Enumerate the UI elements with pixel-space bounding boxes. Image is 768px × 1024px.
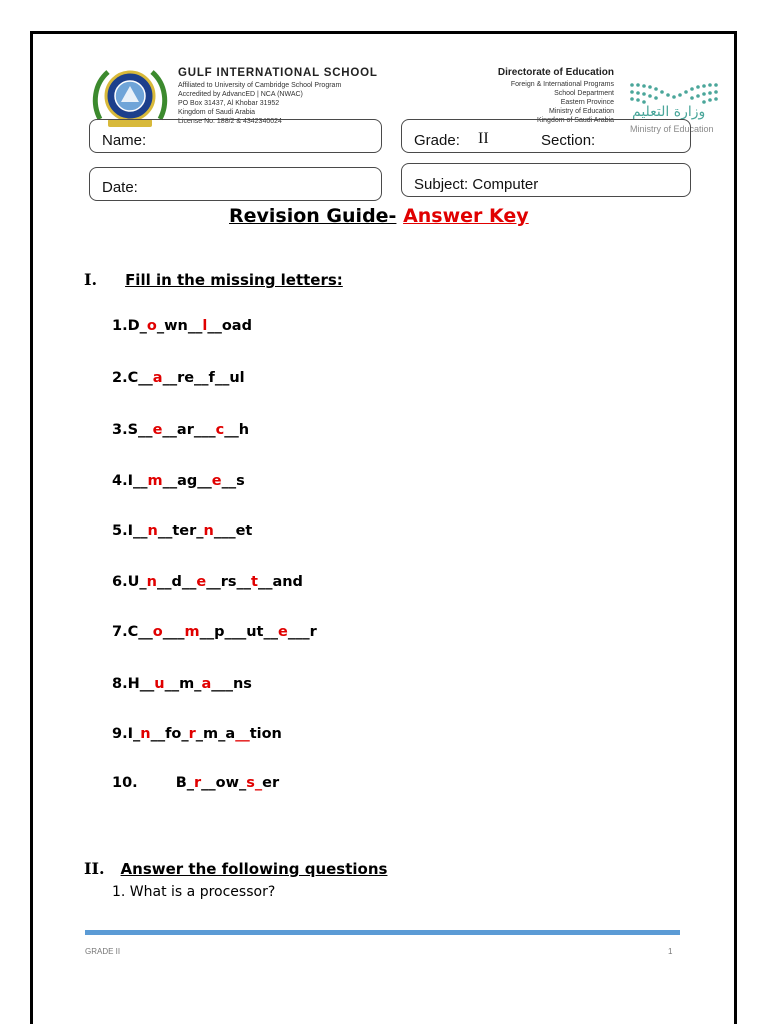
directorate-info-line: School Department: [554, 90, 614, 97]
word-fragment: I__: [127, 473, 148, 489]
word-fragment: __d__: [156, 574, 197, 590]
answer-letter: a: [201, 676, 212, 692]
school-info-line: Affiliated to University of Cambridge School Program: [178, 82, 342, 89]
directorate-info-line: Kingdom of Saudi Arabia: [536, 117, 614, 124]
answer-letter: n: [140, 726, 151, 742]
word-fragment: C__: [127, 624, 153, 640]
fill-in-item: [112, 775, 279, 791]
section-2-title: Answer the following questions: [120, 860, 388, 878]
page-border-right: [734, 31, 737, 1024]
fill-in-item: [112, 624, 317, 640]
footer-grade: GRADE II: [85, 947, 121, 956]
page-border-top: [30, 31, 737, 34]
school-name: GULF INTERNATIONAL SCHOOL: [178, 67, 378, 79]
word-fragment: __ag__: [162, 473, 212, 489]
date-label: Date:: [102, 179, 138, 196]
item-number: 6.: [112, 574, 128, 590]
answer-letter: s: [246, 775, 255, 791]
title-answer-key: Answer Key: [403, 205, 529, 227]
item-number: 8.: [112, 676, 128, 692]
word-fragment: __oad: [207, 318, 252, 334]
answer-letter: n: [147, 523, 158, 539]
answer-letter: u: [154, 676, 165, 692]
word-fragment: U_: [127, 574, 147, 590]
word-fragment: I__: [127, 523, 148, 539]
answer-letter: e: [277, 624, 288, 640]
answer-letter: n: [203, 523, 214, 539]
word-fragment: __rs__: [206, 574, 251, 590]
grade-value: II: [478, 130, 489, 147]
answer-letter: e: [152, 422, 163, 438]
word-fragment: _m_a: [195, 726, 236, 742]
word-fragment: S__: [127, 422, 153, 438]
word-fragment: C__: [127, 370, 153, 386]
item-number: 3.: [112, 422, 128, 438]
page-title: [229, 205, 529, 227]
word-fragment: ___: [162, 624, 185, 640]
section-2-number: II.: [84, 859, 105, 878]
grade-section-field[interactable]: [401, 119, 691, 153]
word-fragment: __re__f__ul: [162, 370, 245, 386]
answer-letter: o: [152, 624, 163, 640]
fill-in-item: [112, 574, 303, 590]
word-fragment: __s: [221, 473, 245, 489]
word-fragment: __ow_: [201, 775, 247, 791]
answer-letter: m: [184, 624, 200, 640]
item-number: 2.: [112, 370, 128, 386]
directorate-info-line: Foreign & International Programs: [510, 81, 614, 88]
answer-letter: l: [202, 318, 208, 334]
word-fragment: H__: [127, 676, 155, 692]
word-fragment: _wn__: [156, 318, 203, 334]
answer-letter: e: [211, 473, 222, 489]
name-field[interactable]: [89, 119, 382, 153]
fill-in-item: [112, 370, 245, 386]
school-info-line: Kingdom of Saudi Arabia: [178, 109, 256, 116]
fill-in-item: [112, 726, 282, 742]
word-fragment: B_: [175, 775, 194, 791]
fill-in-item: [112, 422, 249, 438]
school-info-line: PO Box 31437, Al Khobar 31952: [178, 100, 280, 107]
word-fragment: er: [262, 775, 280, 791]
fill-in-item: [112, 523, 252, 539]
word-fragment: tion: [249, 726, 282, 742]
item-number: 10.: [112, 775, 138, 791]
answer-letter: __: [235, 726, 250, 742]
word-fragment: __fo_: [150, 726, 189, 742]
item-number: 5.: [112, 523, 128, 539]
name-label: Name:: [102, 132, 147, 149]
fill-in-item: [112, 473, 245, 489]
directorate-title: Directorate of Education: [497, 67, 614, 78]
question-item: 1. What is a processor?: [112, 884, 276, 900]
word-fragment: I_: [127, 726, 141, 742]
word-fragment: ___r: [287, 624, 317, 640]
word-fragment: __h: [224, 422, 250, 438]
section-1-title: Fill in the missing letters:: [125, 271, 343, 289]
footer-bar: [85, 930, 680, 935]
answer-letter: o: [146, 318, 157, 334]
word-fragment: __ter_: [157, 523, 204, 539]
ministry-arabic-name: وزارة التعليم: [632, 104, 706, 120]
ministry-english-name: Ministry of Education: [630, 124, 714, 134]
subject-label: Subject: Computer: [414, 176, 539, 193]
item-number: 1.: [112, 318, 128, 334]
word-fragment: ___et: [213, 523, 253, 539]
date-field[interactable]: [89, 167, 382, 201]
fill-in-item: [112, 676, 252, 692]
section-1-heading: [84, 270, 343, 289]
item-number: 7.: [112, 624, 128, 640]
answer-letter: n: [146, 574, 157, 590]
title-main: Revision Guide-: [229, 205, 397, 227]
item-number: 9.: [112, 726, 128, 742]
section-2-heading: [84, 859, 387, 878]
item-number: 4.: [112, 473, 128, 489]
answer-letter: m: [147, 473, 163, 489]
directorate-info-line: Ministry of Education: [549, 108, 614, 115]
page-number: 1: [668, 947, 673, 956]
answer-letter: t: [251, 574, 258, 590]
answer-letter: _: [254, 775, 263, 791]
word-fragment: __and: [257, 574, 303, 590]
word-fragment: D_: [127, 318, 147, 334]
answer-letter: r: [194, 775, 202, 791]
page-border-left: [30, 31, 33, 1024]
section-1-number: I.: [84, 270, 98, 289]
word-fragment: __p___ut__: [199, 624, 278, 640]
word-fragment: __ar___: [162, 422, 216, 438]
word-fragment: ___ns: [211, 676, 252, 692]
section-label: Section:: [541, 132, 596, 149]
answer-letter: e: [196, 574, 207, 590]
word-fragment: __m_: [164, 676, 202, 692]
answer-letter: c: [215, 422, 225, 438]
fill-in-item: [112, 318, 252, 334]
school-info-line: Accredited by AdvancED | NCA (NWAC): [178, 91, 303, 98]
school-info-line: License No. 188/2 & 4342340024: [178, 118, 282, 125]
grade-label: Grade:: [414, 132, 460, 149]
subject-field: [401, 163, 691, 197]
answer-letter: r: [188, 726, 196, 742]
directorate-info-line: Eastern Province: [560, 99, 614, 106]
answer-letter: a: [152, 370, 163, 386]
